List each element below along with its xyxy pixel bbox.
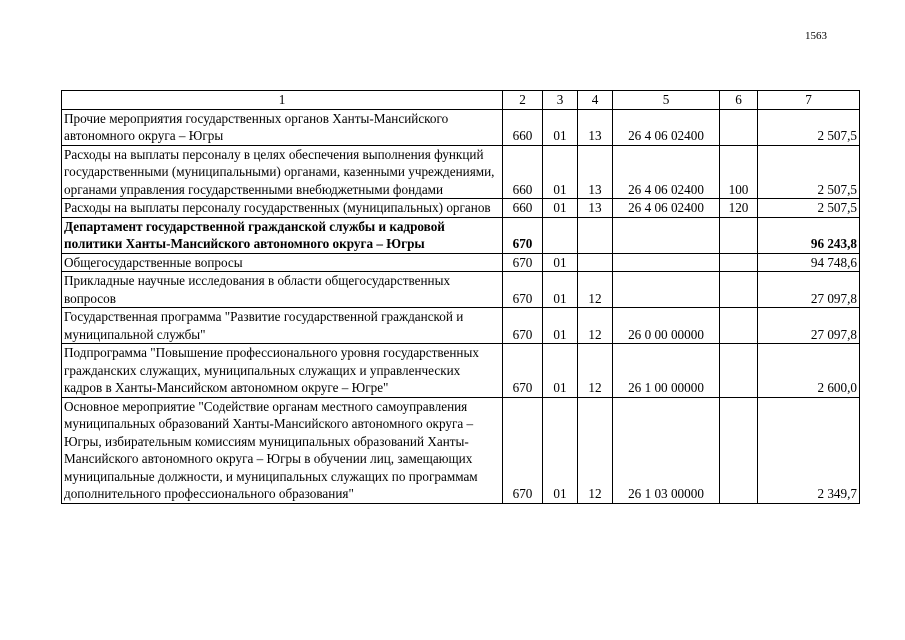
header-col-5: 5 xyxy=(613,91,720,110)
row-code-4-cell: 12 xyxy=(578,344,613,398)
header-col-6: 6 xyxy=(720,91,758,110)
row-name-cell: Государственная программа "Развитие государственной гражданской и муниципальной службы" xyxy=(62,308,503,344)
row-code-6-cell xyxy=(720,217,758,253)
header-col-7: 7 xyxy=(758,91,860,110)
table-row xyxy=(62,109,860,145)
row-code-2-cell: 670 xyxy=(503,344,543,398)
header-col-2: 2 xyxy=(503,91,543,110)
row-code-2-cell: 670 xyxy=(503,217,543,253)
header-row xyxy=(62,91,860,110)
row-code-3-cell: 01 xyxy=(543,145,578,199)
row-name-cell: Расходы на выплаты персоналу в целях обеспечения выполнения функций государственными (муниципальными) органами, казенными учреждениями, органами управления государственными внебюджетными фондами xyxy=(62,145,503,199)
row-code-3-cell: 01 xyxy=(543,272,578,308)
row-amount-cell: 2 600,0 xyxy=(758,344,860,398)
row-code-3-cell: 01 xyxy=(543,253,578,272)
table-row xyxy=(62,397,860,503)
row-code-5-cell: 26 4 06 02400 xyxy=(613,109,720,145)
row-code-3-cell xyxy=(543,217,578,253)
row-code-6-cell xyxy=(720,308,758,344)
row-code-2-cell: 670 xyxy=(503,397,543,503)
row-code-6-cell xyxy=(720,272,758,308)
row-code-2-cell: 670 xyxy=(503,272,543,308)
page-number: 1563 xyxy=(805,30,827,42)
row-code-4-cell: 13 xyxy=(578,199,613,218)
row-name-cell: Департамент государственной гражданской службы и кадровой политики Ханты-Мансийского автономного округа – Югры xyxy=(62,217,503,253)
row-code-2-cell: 660 xyxy=(503,145,543,199)
row-code-3-cell: 01 xyxy=(543,308,578,344)
row-code-6-cell xyxy=(720,397,758,503)
row-code-6-cell xyxy=(720,344,758,398)
row-code-3-cell: 01 xyxy=(543,397,578,503)
row-amount-cell: 96 243,8 xyxy=(758,217,860,253)
row-code-4-cell: 13 xyxy=(578,109,613,145)
header-col-1: 1 xyxy=(62,91,503,110)
row-amount-cell: 27 097,8 xyxy=(758,308,860,344)
row-code-6-cell xyxy=(720,109,758,145)
header-col-4: 4 xyxy=(578,91,613,110)
row-code-4-cell: 12 xyxy=(578,397,613,503)
row-code-4-cell: 12 xyxy=(578,308,613,344)
row-code-5-cell: 26 4 06 02400 xyxy=(613,199,720,218)
row-code-2-cell: 670 xyxy=(503,308,543,344)
row-amount-cell: 2 507,5 xyxy=(758,109,860,145)
row-code-5-cell: 26 0 00 00000 xyxy=(613,308,720,344)
row-name-cell: Прочие мероприятия государственных органов Ханты-Мансийского автономного округа – Югры xyxy=(62,109,503,145)
row-code-3-cell: 01 xyxy=(543,109,578,145)
row-code-5-cell xyxy=(613,253,720,272)
row-code-6-cell: 100 xyxy=(720,145,758,199)
row-name-cell: Подпрограмма "Повышение профессионального уровня государственных гражданских служащих, муниципальных служащих и управленческих кадров в Ханты-Мансийском автономном округе – Югре" xyxy=(62,344,503,398)
row-code-4-cell: 13 xyxy=(578,145,613,199)
row-code-4-cell xyxy=(578,217,613,253)
row-code-5-cell: 26 1 03 00000 xyxy=(613,397,720,503)
row-code-4-cell: 12 xyxy=(578,272,613,308)
row-code-5-cell xyxy=(613,217,720,253)
row-name-cell: Общегосударственные вопросы xyxy=(62,253,503,272)
row-code-2-cell: 670 xyxy=(503,253,543,272)
budget-table xyxy=(61,90,860,504)
table-row xyxy=(62,272,860,308)
table-row xyxy=(62,145,860,199)
row-code-3-cell: 01 xyxy=(543,344,578,398)
row-name-cell: Прикладные научные исследования в области общегосударственных вопросов xyxy=(62,272,503,308)
table-body xyxy=(62,109,860,503)
row-amount-cell: 2 507,5 xyxy=(758,145,860,199)
row-code-2-cell: 660 xyxy=(503,199,543,218)
row-amount-cell: 27 097,8 xyxy=(758,272,860,308)
table-row xyxy=(62,199,860,218)
row-amount-cell: 2 349,7 xyxy=(758,397,860,503)
row-code-5-cell xyxy=(613,272,720,308)
row-name-cell: Расходы на выплаты персоналу государственных (муниципальных) органов xyxy=(62,199,503,218)
row-name-cell: Основное мероприятие "Содействие органам местного самоуправления муниципальных образований Ханты-Мансийского автономного округа – Югры, избирательным комиссиям муниципальных образований Ханты-Мансийского автономного округа – Югры в обучении лиц, замещающих муниципальные должности, и муниципальных служащих по программам дополнительного профессионального образования" xyxy=(62,397,503,503)
row-code-5-cell: 26 4 06 02400 xyxy=(613,145,720,199)
row-amount-cell: 2 507,5 xyxy=(758,199,860,218)
row-amount-cell: 94 748,6 xyxy=(758,253,860,272)
table-row xyxy=(62,217,860,253)
row-code-6-cell xyxy=(720,253,758,272)
row-code-4-cell xyxy=(578,253,613,272)
table-row xyxy=(62,308,860,344)
table-row xyxy=(62,344,860,398)
row-code-5-cell: 26 1 00 00000 xyxy=(613,344,720,398)
row-code-3-cell: 01 xyxy=(543,199,578,218)
row-code-2-cell: 660 xyxy=(503,109,543,145)
header-col-3: 3 xyxy=(543,91,578,110)
row-code-6-cell: 120 xyxy=(720,199,758,218)
table-row xyxy=(62,253,860,272)
